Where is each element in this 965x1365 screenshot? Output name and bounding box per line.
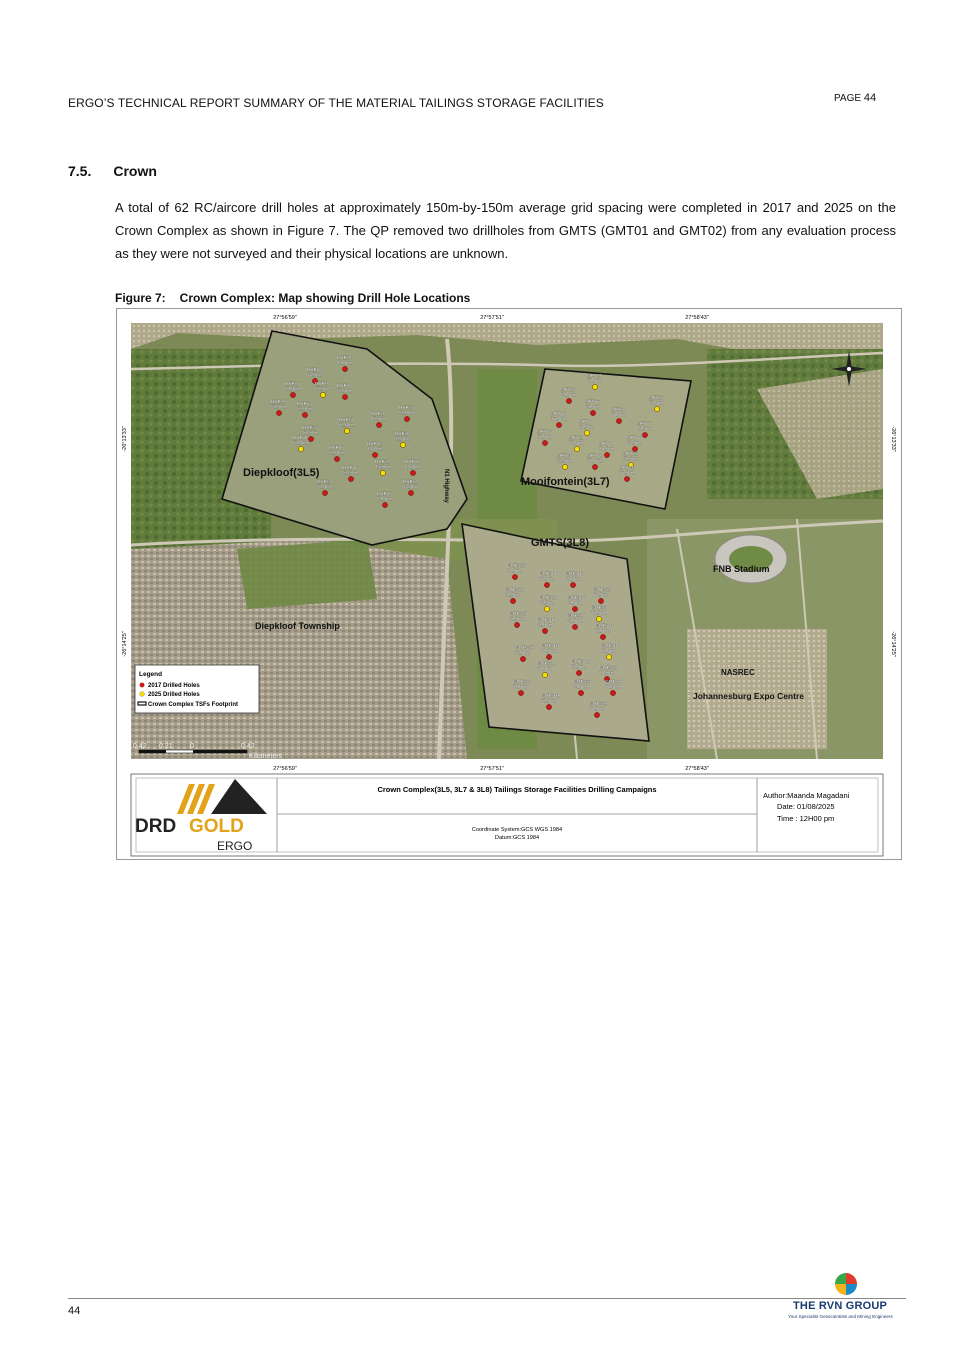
label-highway: N1 Highway [443, 469, 449, 504]
section-number: 7.5. [68, 163, 92, 179]
drill-hole-marker [570, 582, 575, 587]
drill-hole-id: GMTS10 [605, 679, 624, 684]
drill-hole-id: GMTS06 [567, 595, 586, 600]
drill-hole-marker [410, 470, 415, 475]
drill-hole-id: GMTS23 [573, 679, 592, 684]
section-heading [68, 163, 157, 179]
legend [135, 665, 259, 713]
drill-hole-depth: 60,00m [611, 412, 627, 417]
coord-left-2: -26°14'25" [122, 631, 128, 657]
map-figure [116, 308, 902, 860]
figure-title: Crown Complex: Map showing Drill Hole Locations [179, 291, 471, 305]
page-prefix: PAGE [834, 93, 862, 104]
drill-hole-depth: 76,50m [591, 610, 607, 615]
drill-hole-depth: 63,00m [585, 404, 601, 409]
drill-hole-depth: 52,50m [343, 470, 359, 475]
drill-hole-depth: 72,00m [601, 648, 617, 653]
drill-hole-id: DKF19 [315, 381, 330, 386]
label-diepkloof: Diepkloof(3L5) [243, 467, 320, 479]
author: Author:Maanda Magadani [763, 791, 850, 800]
drill-hole-marker [302, 412, 307, 417]
scale-tick-3: 0 [190, 743, 194, 750]
drill-hole-marker [546, 654, 551, 659]
legend-footprint-label: Crown Complex TSFs Footprint [148, 702, 238, 708]
scale-tick-1: 0.42 [133, 743, 147, 750]
drill-hole-depth: 72,00m [515, 650, 531, 655]
drill-hole-marker [344, 428, 349, 433]
drill-hole-depth: 57,50m [271, 404, 287, 409]
drill-hole-id: MFT12 [623, 451, 638, 456]
legend-2025-marker [140, 692, 145, 697]
map-date: Date: 01/08/2025 [777, 802, 835, 811]
drill-hole-marker [348, 476, 353, 481]
footer-rule [68, 1298, 906, 1299]
drill-hole-depth: 51,00m [297, 406, 313, 411]
drill-hole-id: DKF15 [271, 399, 286, 404]
drill-hole-depth: 85,50m [539, 600, 555, 605]
drill-hole-marker [520, 656, 525, 661]
legend-2017-marker [140, 683, 145, 688]
drill-hole-id: MFT13 [557, 453, 572, 458]
drill-hole-id: DKF11 [317, 479, 332, 484]
drill-hole-depth: 48,00m [367, 446, 383, 451]
drill-hole-id: DKF13 [399, 405, 414, 410]
drill-hole-marker [604, 452, 609, 457]
drill-hole-id: MFT03 [537, 429, 552, 434]
drill-hole-depth: 51,00m [399, 410, 415, 415]
drill-hole-id: DKF06 [343, 465, 358, 470]
drill-hole-marker [576, 670, 581, 675]
drill-hole-id: MFT06 [585, 399, 600, 404]
drill-hole-id: MFT02 [587, 453, 602, 458]
drill-hole-marker [556, 422, 561, 427]
drill-hole-marker [542, 440, 547, 445]
label-expo: Johannesburg Expo Centre [693, 691, 804, 701]
drill-hole-depth: 66,00m [539, 576, 555, 581]
drill-hole-marker [380, 470, 385, 475]
drill-hole-id: GMTS14 [567, 613, 586, 618]
logo-brand-a: DRD [135, 816, 177, 837]
drill-hole-id: MFT18 [561, 387, 576, 392]
drill-hole-marker [574, 446, 579, 451]
drill-hole-id: GMTS01 [541, 693, 560, 698]
drill-hole-marker [322, 490, 327, 495]
drill-hole-depth: 55,50m [623, 456, 639, 461]
drill-hole-marker [600, 634, 605, 639]
drill-hole-marker [514, 622, 519, 627]
drill-hole-marker [542, 672, 547, 677]
datum: Datum:GCS 1984 [494, 835, 540, 841]
drill-hole-marker [594, 712, 599, 717]
drill-hole-id: GMTS09 [601, 643, 620, 648]
drill-hole-id: DKF17 [339, 417, 354, 422]
scale-tick-4: 0.42 [241, 743, 255, 750]
label-nasrec: NASREC [721, 668, 755, 677]
drill-hole-depth: 94,50m [507, 568, 523, 573]
drill-hole-id: DKF23 [303, 425, 318, 430]
drill-hole-depth: 75,00m [513, 684, 529, 689]
label-mooifontein: Mooifontein(3L7) [521, 476, 610, 488]
drill-hole-id: GMTS03 [541, 643, 560, 648]
drill-hole-id: DKF14 [337, 355, 352, 360]
section-title: Crown [113, 163, 157, 179]
drill-hole-depth: 52,50m [303, 430, 319, 435]
drill-hole-depth: 67,50m [541, 698, 557, 703]
drill-hole-id: GMTS08 [595, 623, 614, 628]
drill-hole-depth: 57,00m [293, 440, 309, 445]
map-time: Time : 12H00 pm [777, 814, 835, 823]
drill-hole-depth: 60,00m [537, 666, 553, 671]
drill-hole-id: GMTS05 [565, 571, 584, 576]
page-number-value: 44 [863, 92, 877, 104]
drill-hole-marker [654, 406, 659, 411]
label-stadium: FNB Stadium [713, 564, 770, 574]
coord-bottom-3: 27°58'43" [685, 766, 709, 772]
drill-hole-id: GMTS11 [589, 701, 608, 706]
drill-hole-marker [592, 384, 597, 389]
drill-hole-id: DKF21 [375, 459, 390, 464]
drill-hole-marker [546, 704, 551, 709]
drill-hole-marker [518, 690, 523, 695]
drill-hole-marker [616, 418, 621, 423]
drill-hole-depth: 70,50m [599, 670, 615, 675]
drill-hole-marker [592, 464, 597, 469]
drill-hole-depth: 70,50m [541, 648, 557, 653]
drill-hole-depth: 57,00m [337, 388, 353, 393]
drill-hole-id: MFT07 [637, 421, 652, 426]
drill-hole-marker [572, 624, 577, 629]
drill-hole-depth: 36,00m [551, 416, 567, 421]
drill-hole-id: DKF09 [337, 383, 352, 388]
drill-hole-marker [610, 690, 615, 695]
logo-brand-b: GOLD [189, 816, 244, 837]
drill-hole-depth: 55,50m [571, 664, 587, 669]
drill-hole-depth: 48,00m [405, 464, 421, 469]
drill-hole-id: MFT10 [611, 407, 626, 412]
section-paragraph: A total of 62 RC/aircore drill holes at approximately 150m-by-150m average grid spacing were completed in 2017 and 2025 on the Crown Complex as shown in Figure 7. The QP removed two drillholes from GMTS (GMT01 and GMT02) from any evaluation process as they were not surveyed and their physical locations are unknown. [115, 200, 896, 261]
drill-hole-marker [290, 392, 295, 397]
drill-hole-depth: 78,50m [593, 592, 609, 597]
drill-hole-depth: 49,50m [637, 426, 653, 431]
drill-hole-marker [624, 476, 629, 481]
drill-hole-id: DKF08 [307, 367, 322, 372]
drill-hole-depth: 84,00m [567, 600, 583, 605]
drill-hole-depth: 70,50m [599, 446, 615, 451]
drill-hole-depth: 45,00m [371, 416, 387, 421]
title-block [131, 774, 883, 856]
drill-hole-id: DKF03 [297, 401, 312, 406]
drill-hole-depth: 81,00m [537, 622, 553, 627]
drill-hole-marker [542, 628, 547, 633]
drill-hole-depth: 72,00m [595, 628, 611, 633]
coord-top-2: 27°57'51" [480, 315, 504, 321]
drill-hole-id: GMTS12 [599, 665, 618, 670]
map-title: Crown Complex(3L5, 3L7 & 3L8) Tailings Storage Facilities Drilling Campaigns [377, 785, 657, 794]
drill-hole-marker [606, 654, 611, 659]
drill-hole-marker [408, 490, 413, 495]
drill-hole-id: MFT08 [627, 435, 642, 440]
drill-hole-marker [320, 392, 325, 397]
drill-hole-id: GMTS18 [513, 679, 532, 684]
figure-label: Figure 7: [115, 291, 166, 305]
drill-hole-marker [562, 464, 567, 469]
drill-hole-depth: 91,50m [505, 592, 521, 597]
drill-hole-depth: 28,50m [579, 424, 595, 429]
drill-hole-depth: 58,50m [307, 372, 323, 377]
drill-hole-marker [584, 430, 589, 435]
drill-hole-id: DKF02 [367, 441, 382, 446]
drill-hole-id: MFT04 [579, 419, 594, 424]
drill-hole-marker [510, 598, 515, 603]
drill-hole-marker [404, 416, 409, 421]
drill-hole-id: GMTS20 [591, 605, 610, 610]
coord-bottom-2: 27°57'51" [480, 766, 504, 772]
drill-hole-depth: 57,00m [649, 400, 665, 405]
drill-hole-depth: 57,00m [537, 434, 553, 439]
drill-hole-depth: 57,00m [587, 378, 603, 383]
drill-hole-marker [382, 502, 387, 507]
coord-bottom-1: 27°56'59" [273, 766, 297, 772]
drill-hole-id: DKF04 [293, 435, 308, 440]
drill-hole-marker [308, 436, 313, 441]
drill-hole-depth: 82,50m [567, 618, 583, 623]
drill-hole-id: GMTS25 [515, 645, 534, 650]
drill-hole-id: GMTS19 [539, 595, 558, 600]
running-header: ERGO’S TECHNICAL REPORT SUMMARY OF THE MATERIAL TAILINGS STORAGE FACILITIES [68, 96, 604, 110]
drill-hole-depth: 51,00m [329, 450, 345, 455]
drill-hole-depth: 48,00m [403, 484, 419, 489]
drill-hole-id: DKF12 [403, 479, 418, 484]
drill-hole-depth: 54,00m [377, 496, 393, 501]
drill-hole-id: DKF20 [395, 431, 410, 436]
drill-hole-id: DKF07 [377, 491, 392, 496]
drill-hole-id: GMTS17 [509, 611, 528, 616]
drill-hole-marker [512, 574, 517, 579]
legend-title: Legend [139, 671, 163, 678]
drill-hole-id: GMTS07 [537, 617, 556, 622]
scale-unit: Kilometers [249, 753, 283, 760]
drill-hole-depth: 46,50m [375, 464, 391, 469]
drill-hole-depth: 54,00m [285, 386, 301, 391]
drill-hole-marker [298, 446, 303, 451]
legend-2017-label: 2017 Drilled Holes [148, 683, 200, 689]
drill-hole-marker [578, 690, 583, 695]
scale-tick-2: 0.21 [159, 743, 173, 750]
drill-hole-marker [342, 366, 347, 371]
drill-hole-marker [334, 456, 339, 461]
drill-hole-depth: 76,50m [619, 470, 635, 475]
drill-hole-marker [400, 442, 405, 447]
drill-hole-depth: 75,00m [587, 458, 603, 463]
drill-hole-id: GMTS15 [507, 563, 526, 568]
coord-top-3: 27°58'43" [685, 315, 709, 321]
footer-tagline: Your Specialist Geoscientists and Mining Engineers [788, 1314, 893, 1319]
drill-hole-marker [598, 598, 603, 603]
drill-hole-id: MFT17 [587, 373, 602, 378]
drill-hole-depth: 51,00m [339, 422, 355, 427]
footer-page-number: 44 [68, 1305, 81, 1317]
drill-hole-marker [642, 432, 647, 437]
drill-hole-depth: 75,00m [569, 440, 585, 445]
drill-hole-depth: 57,00m [317, 484, 333, 489]
drill-hole-marker [376, 422, 381, 427]
drill-hole-id: GMTS04 [539, 571, 558, 576]
drill-hole-id: MFT01 [619, 465, 634, 470]
drill-hole-marker [372, 452, 377, 457]
drill-hole-marker [596, 616, 601, 621]
drill-hole-marker [342, 394, 347, 399]
drill-hole-depth: 54,00m [561, 392, 577, 397]
stadium-graphic [715, 535, 787, 583]
drill-hole-id: MFT09 [599, 441, 614, 446]
drill-hole-depth: 70,50m [589, 706, 605, 711]
drill-hole-marker [276, 410, 281, 415]
drill-hole-depth: 54,00m [573, 684, 589, 689]
drill-hole-depth: 55,50m [315, 386, 331, 391]
coord-right-2: -26°14'25" [890, 631, 896, 657]
drill-hole-depth: 72,50m [557, 458, 573, 463]
legend-2025-label: 2025 Drilled Holes [148, 692, 200, 698]
coord-left-1: -26°13'33" [122, 426, 128, 452]
footer-company: THE RVN GROUP [793, 1300, 888, 1312]
drill-hole-marker [590, 410, 595, 415]
drill-hole-id: GMTS24 [537, 661, 556, 666]
drill-hole-depth: 70,50m [605, 684, 621, 689]
drill-hole-id: GMTS02 [571, 659, 590, 664]
coord-right-1: -26°13'33" [890, 426, 896, 452]
label-township: Diepkloof Township [255, 621, 340, 631]
drill-hole-depth: 73,50m [627, 440, 643, 445]
drill-hole-id: MFT11 [569, 435, 584, 440]
drill-hole-id: DKF10 [371, 411, 386, 416]
figure-caption [115, 291, 470, 305]
drill-hole-marker [544, 606, 549, 611]
drill-hole-id: DKF01 [405, 459, 420, 464]
drill-hole-id: GMTS16 [505, 587, 524, 592]
drill-hole-id: DKF05 [329, 445, 344, 450]
drill-hole-id: DKF16 [285, 381, 300, 386]
label-gmts: GMTS(3L8) [531, 537, 590, 549]
drill-hole-depth: 82,50m [509, 616, 525, 621]
coord-system: Coordinate System:GCS WGS 1984 [471, 827, 563, 833]
drill-hole-marker [566, 398, 571, 403]
drill-hole-id: MFT05 [551, 411, 566, 416]
logo-sub: ERGO [217, 839, 253, 853]
drill-hole-depth: 87,00m [565, 576, 581, 581]
map-svg [117, 309, 901, 859]
page-number-header [834, 92, 876, 104]
drill-hole-depth: 51,00m [395, 436, 411, 441]
drill-hole-id: GMTS13 [593, 587, 612, 592]
drill-hole-marker [572, 606, 577, 611]
coord-top-1: 27°56'59" [273, 315, 297, 321]
drill-hole-id: MFT16 [649, 395, 664, 400]
drill-hole-depth: 49,00m [337, 360, 353, 365]
drill-hole-marker [544, 582, 549, 587]
